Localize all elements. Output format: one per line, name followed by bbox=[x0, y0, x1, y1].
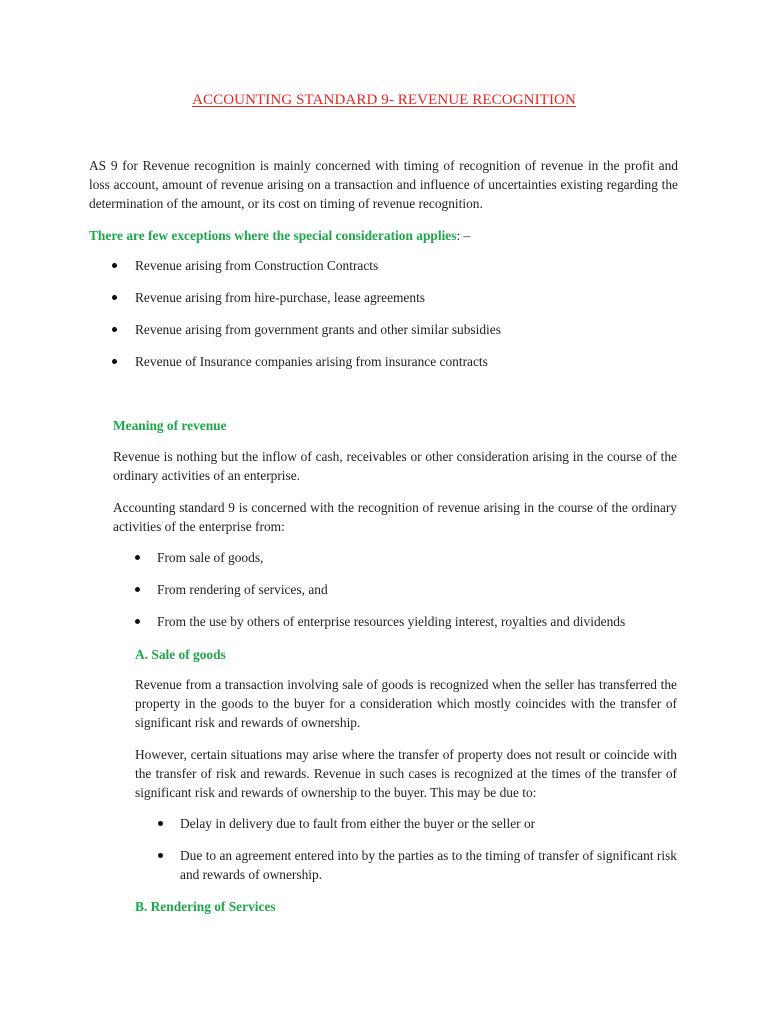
bullet-icon bbox=[135, 619, 140, 624]
bullet-icon bbox=[158, 853, 163, 858]
meaning-item: From sale of goods, bbox=[157, 550, 264, 565]
section-heading-sale-of-goods: A. Sale of goods bbox=[135, 647, 226, 662]
section-heading-meaning: Meaning of revenue bbox=[113, 418, 227, 433]
exception-item: Revenue arising from hire-purchase, lease agreements bbox=[135, 290, 426, 305]
bullet-icon bbox=[135, 555, 140, 560]
meaning-item: From the use by others of enterprise resources yielding interest, royalties and dividends bbox=[157, 614, 626, 629]
bullet-icon bbox=[112, 327, 117, 332]
exception-item: Revenue arising from government grants and other similar subsidies bbox=[135, 322, 501, 337]
sale-item: Delay in delivery due to fault from either the buyer or the seller or bbox=[180, 816, 536, 831]
bullet-icon bbox=[112, 359, 117, 364]
exceptions-tail: : – bbox=[456, 228, 471, 243]
exception-item: Revenue of Insurance companies arising from insurance contracts bbox=[135, 354, 488, 369]
exceptions-lead: There are few exceptions where the special consideration applies bbox=[89, 228, 457, 243]
meaning-paragraph-2: Accounting standard 9 is concerned with the recognition of revenue arising in the course of the ordinary activities of the enterprise from: bbox=[113, 500, 677, 534]
exceptions-intro bbox=[89, 226, 689, 245]
bullet-icon bbox=[135, 587, 140, 592]
section-heading-rendering: B. Rendering of Services bbox=[135, 899, 276, 914]
bullet-icon bbox=[112, 295, 117, 300]
page-title: ACCOUNTING STANDARD 9- REVENUE RECOGNITION bbox=[192, 92, 576, 108]
intro-paragraph: AS 9 for Revenue recognition is mainly concerned with timing of recognition of revenue in the profit and loss account, amount of revenue arising on a transaction and influence of uncertainties existing regarding the determination of the amount, or its cost on timing of revenue recognition. bbox=[89, 158, 678, 211]
sale-paragraph-1: Revenue from a transaction involving sale of goods is recognized when the seller has transferred the property in the goods to the buyer for a consideration which mostly coincides with the transfer of significant risk and rewards of ownership. bbox=[135, 677, 677, 730]
sale-paragraph-2: However, certain situations may arise where the transfer of property does not result or coincide with the transfer of risk and rewards. Revenue in such cases is recognized at the times of the transfer of significant risk and rewards of ownership to the buyer. This may be due to: bbox=[135, 747, 677, 800]
meaning-item: From rendering of services, and bbox=[157, 582, 328, 597]
bullet-icon bbox=[112, 263, 117, 268]
meaning-paragraph-1: Revenue is nothing but the inflow of cash, receivables or other consideration arising in the course of the ordinary activities of an enterprise. bbox=[113, 449, 677, 483]
exception-item: Revenue arising from Construction Contracts bbox=[135, 258, 379, 273]
bullet-icon bbox=[158, 821, 163, 826]
sale-item: Due to an agreement entered into by the parties as to the timing of transfer of significant risk and rewards of ownership. bbox=[180, 848, 677, 882]
